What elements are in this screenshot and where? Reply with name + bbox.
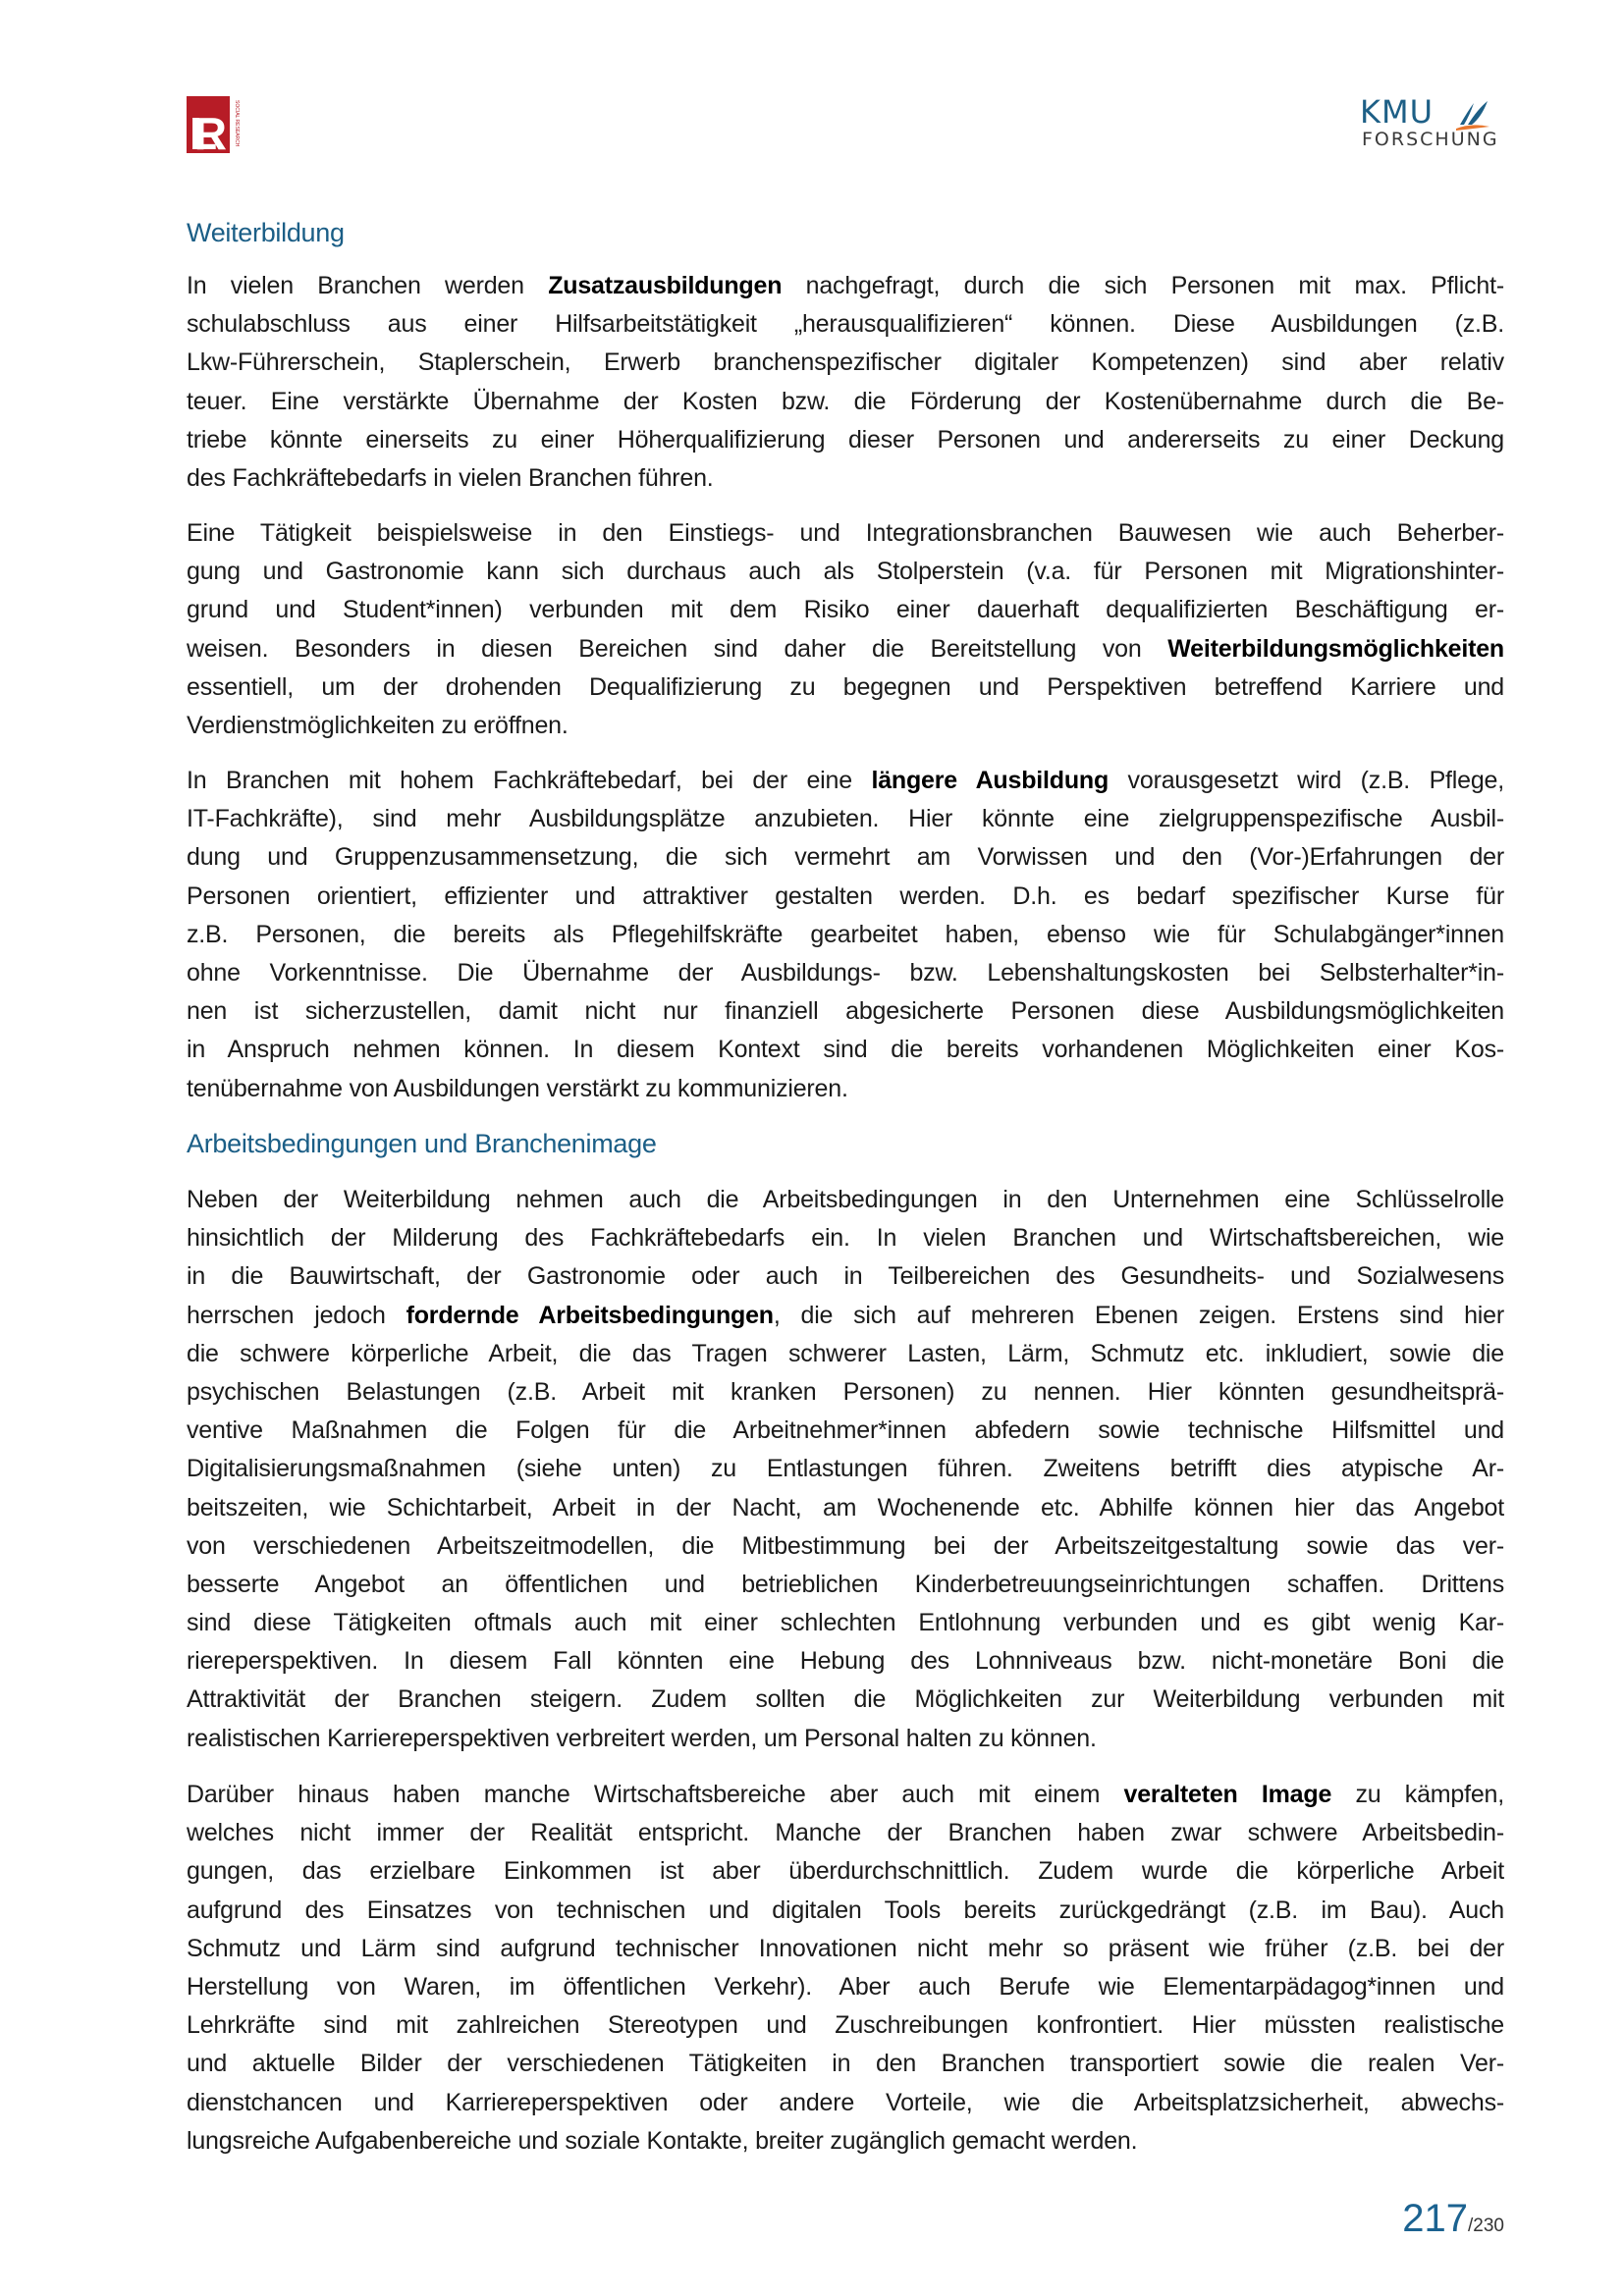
text-line xyxy=(187,1604,1504,1642)
total-pages: /230 xyxy=(1468,2216,1504,2236)
text-line xyxy=(187,1527,1504,1566)
paragraph xyxy=(187,1181,1504,1758)
text-run: IT-Fachkräfte), sind mehr Ausbildungsplätze anzubieten. Hier könnte eine zielgruppenspezifische Ausbil- xyxy=(187,805,1504,833)
text-line xyxy=(187,1566,1504,1604)
text-run: die schwere körperliche Arbeit, die das Tragen schwerer Lasten, Lärm, Schmutz etc. inkludiert, sowie die xyxy=(187,1339,1504,1367)
paragraph xyxy=(187,267,1504,498)
paragraph xyxy=(187,1776,1504,2161)
text-line xyxy=(187,305,1504,344)
text-run: nen ist sicherzustellen, damit nicht nur finanziell abgesicherte Personen diese Ausbildungsmöglichkeiten xyxy=(187,997,1504,1026)
text-run: Digitalisierungsmaßnahmen (siehe unten) zu Entlastungen führen. Zweitens betrifft dies atypische Ar- xyxy=(187,1455,1504,1483)
text-run: Darüber hinaus haben manche Wirtschaftsbereiche aber auch mit einem xyxy=(187,1781,1124,1808)
text-run: Personen orientiert, effizienter und attraktiver gestalten werden. D.h. es bedarf spezifischer Kurse für xyxy=(187,881,1504,910)
text-line xyxy=(187,838,1504,877)
text-line xyxy=(187,591,1504,629)
text-run: herrschen jedoch xyxy=(187,1301,406,1329)
text-line xyxy=(187,383,1504,421)
text-line xyxy=(187,2084,1504,2122)
text-line xyxy=(187,459,1504,498)
text-run: ohne Vorkenntnisse. Die Übernahme der Ausbildungs- bzw. Lebenshaltungskosten bei Selbsterhalter*in- xyxy=(187,958,1504,987)
paragraph xyxy=(187,514,1504,745)
text-run: welches nicht immer der Realität entspricht. Manche der Branchen haben zwar schwere Arbeitsbedin- xyxy=(187,1819,1504,1847)
paragraph xyxy=(187,762,1504,1108)
text-line xyxy=(187,800,1504,838)
text-run: beitszeiten, wie Schichtarbeit, Arbeit in der Nacht, am Wochenende etc. Abhilfe können hier das Angebot xyxy=(187,1493,1504,1522)
svg-text:LR: LR xyxy=(189,108,227,153)
text-line xyxy=(187,1412,1504,1450)
text-line xyxy=(187,2045,1504,2083)
bold-keyword: Zusatzausbildungen xyxy=(548,272,783,299)
text-line xyxy=(187,916,1504,954)
text-line xyxy=(187,992,1504,1031)
text-line xyxy=(187,2006,1504,2045)
text-run: tenübernahme von Ausbildungen verstärkt zu kommunizieren. xyxy=(187,1074,848,1102)
text-run: hinsichtlich der Milderung des Fachkräftebedarfs ein. In vielen Branchen und Wirtschaftsbereichen, wie xyxy=(187,1224,1504,1253)
text-line xyxy=(187,344,1504,382)
text-line xyxy=(187,1181,1504,1219)
text-line xyxy=(187,1219,1504,1257)
text-line xyxy=(187,1489,1504,1527)
text-run: z.B. Personen, die bereits als Pflegehilfskräfte gearbeitet haben, ebenso wie für Schulabgänger*innen xyxy=(187,920,1504,948)
text-line xyxy=(187,707,1504,745)
text-run: von verschiedenen Arbeitszeitmodellen, die Mitbestimmung bei der Arbeitszeitgestaltung sowie das ver- xyxy=(187,1531,1504,1560)
text-run: dienstchancen und Karriereperspektiven oder andere Vorteile, wie die Arbeitsplatzsicherheit, abwechs- xyxy=(187,2088,1504,2116)
text-run: aufgrund des Einsatzes von technischen und digitalen Tools bereits zurückgedrängt (z.B. im Bau). Auch xyxy=(187,1896,1504,1924)
text-run: triebe könnte einerseits zu einer Höherqualifizierung dieser Personen und andererseits zu einer Deckung xyxy=(187,425,1504,454)
text-run: Neben der Weiterbildung nehmen auch die Arbeitsbedingungen in den Unternehmen eine Schlüsselrolle xyxy=(187,1186,1504,1213)
text-line xyxy=(187,1681,1504,1719)
text-line xyxy=(187,878,1504,916)
leaf-icon xyxy=(1454,99,1493,133)
text-run: schulabschluss aus einer Hilfsarbeitstätigkeit „herausqualifizieren“ können. Diese Ausbildungen (z.B. xyxy=(187,310,1504,339)
text-line xyxy=(187,1968,1504,2006)
text-run: In Branchen mit hohem Fachkräftebedarf, bei der eine xyxy=(187,767,872,794)
text-line xyxy=(187,1450,1504,1488)
svg-text:SOCIAL RESEARCH: SOCIAL RESEARCH xyxy=(234,100,240,147)
text-line xyxy=(187,1852,1504,1891)
text-run: riereperspektiven. In diesem Fall könnten eine Hebung des Lohnniveaus bzw. nicht-monetäre Boni die xyxy=(187,1647,1504,1676)
text-line xyxy=(187,1892,1504,1930)
text-run: Eine Tätigkeit beispielsweise in den Einstiegs- und Integrationsbranchen Bauwesen wie auch Beherber- xyxy=(187,519,1504,547)
text-line xyxy=(187,1373,1504,1412)
text-run: besserte Angebot an öffentlichen und betrieblichen Kinderbetreuungseinrichtungen schaffen. Drittens xyxy=(187,1570,1504,1598)
bold-keyword: fordernde Arbeitsbedingungen xyxy=(406,1301,774,1329)
lr-logo xyxy=(187,96,240,153)
text-line xyxy=(187,1335,1504,1373)
text-run: nachgefragt, durch die sich Personen mit max. Pflicht- xyxy=(782,272,1504,299)
text-run: Attraktivität der Branchen steigern. Zudem sollten die Möglichkeiten zur Weiterbildung verbunden mit xyxy=(187,1685,1504,1714)
kmu-logo-subtitle: FORSCHUNG xyxy=(1362,129,1499,150)
text-run: in die Bauwirtschaft, der Gastronomie oder auch in Teilbereichen des Gesundheits- und Sozialwesens xyxy=(187,1262,1504,1291)
text-run: dung und Gruppenzusammensetzung, die sich vermehrt am Vorwissen und den (Vor-)Erfahrungen der xyxy=(187,843,1504,872)
text-line xyxy=(187,954,1504,992)
text-line xyxy=(187,1642,1504,1681)
current-page: 217 xyxy=(1402,2197,1469,2240)
text-run: zu kämpfen, xyxy=(1331,1781,1504,1808)
bold-keyword: veralteten Image xyxy=(1123,1781,1332,1808)
text-run: sind diese Tätigkeiten oftmals auch mit einer schlechten Entlohnung verbunden und es gibt wenig Kar- xyxy=(187,1609,1504,1637)
text-run: teuer. Eine verstärkte Übernahme der Kosten bzw. die Förderung der Kostenübernahme durch die Be- xyxy=(187,387,1504,415)
bold-keyword: Weiterbildungsmöglichkeiten xyxy=(1167,634,1504,663)
text-run: grund und Student*innen) verbunden mit dem Risiko einer dauerhaft dequalifizierten Beschäftigung er- xyxy=(187,596,1504,624)
text-line xyxy=(187,668,1504,707)
text-line xyxy=(187,553,1504,591)
text-line xyxy=(187,1814,1504,1852)
text-run: lungsreiche Aufgabenbereiche und soziale Kontakte, breiter zugänglich gemacht werden. xyxy=(187,2126,1138,2155)
text-line xyxy=(187,514,1504,553)
section-heading: Weiterbildung xyxy=(187,218,345,247)
text-line xyxy=(187,421,1504,459)
text-run: psychischen Belastungen (z.B. Arbeit mit kranken Personen) zu nennen. Hier könnten gesundheitsprä- xyxy=(187,1377,1504,1406)
text-run: In vielen Branchen werden xyxy=(187,272,549,299)
text-line xyxy=(187,1776,1504,1814)
text-line xyxy=(187,1720,1504,1758)
text-run: Lkw-Führerschein, Staplerschein, Erwerb branchenspezifischer digitaler Kompetenzen) sind aber relativ xyxy=(187,348,1504,377)
text-run: in Anspruch nehmen können. In diesem Kontext sind die bereits vorhandenen Möglichkeiten einer Kos- xyxy=(187,1036,1504,1064)
text-run: essentiell, um der drohenden Dequalifizierung zu begegnen und Perspektiven betreffend Karriere und xyxy=(187,672,1504,701)
text-line xyxy=(187,1070,1504,1108)
text-run: weisen. Besonders in diesen Bereichen sind daher die Bereitstellung von xyxy=(187,634,1168,663)
text-run: realistischen Karriereperspektiven verbreitert werden, um Personal halten zu können. xyxy=(187,1724,1097,1752)
text-run: gungen, das erzielbare Einkommen ist aber überdurchschnittlich. Zudem wurde die körperliche Arbeit xyxy=(187,1857,1504,1886)
text-run: ventive Maßnahmen die Folgen für die Arbeitnehmer*innen abfedern sowie technische Hilfsmittel und xyxy=(187,1416,1504,1445)
text-run: gung und Gastronomie kann sich durchaus auch als Stolperstein (v.a. für Personen mit Migrationshinter- xyxy=(187,558,1504,586)
text-line xyxy=(187,267,1504,305)
text-run: Herstellung von Waren, im öffentlichen Verkehr). Aber auch Berufe wie Elementarpädagog*innen und xyxy=(187,1972,1504,2001)
section-heading: Arbeitsbedingungen und Branchenimage xyxy=(187,1129,657,1158)
text-line xyxy=(187,1297,1504,1335)
text-line xyxy=(187,762,1504,800)
text-run: des Fachkräftebedarfs in vielen Branchen führen. xyxy=(187,463,714,492)
text-line xyxy=(187,1930,1504,1968)
page-number xyxy=(1402,2197,1504,2241)
text-line xyxy=(187,630,1504,668)
text-run: , die sich auf mehreren Ebenen zeigen. Erstens sind hier xyxy=(773,1301,1504,1329)
bold-keyword: längere Ausbildung xyxy=(871,767,1110,794)
text-run: vorausgesetzt wird (z.B. Pflege, xyxy=(1109,767,1505,794)
kmu-forschung-logo xyxy=(1360,93,1499,154)
kmu-logo-text: KMU xyxy=(1360,93,1435,131)
text-run: und aktuelle Bilder der verschiedenen Tätigkeiten in den Branchen transportiert sowie die realen Ver- xyxy=(187,2050,1504,2078)
text-line xyxy=(187,2122,1504,2161)
text-run: Schmutz und Lärm sind aufgrund technischer Innovationen nicht mehr so präsent wie früher (z.B. bei der xyxy=(187,1934,1504,1962)
text-run: Verdienstmöglichkeiten zu eröffnen. xyxy=(187,711,568,739)
text-line xyxy=(187,1257,1504,1296)
text-line xyxy=(187,1031,1504,1069)
text-run: Lehrkräfte sind mit zahlreichen Stereotypen und Zuschreibungen konfrontiert. Hier müssten realistische xyxy=(187,2011,1504,2040)
